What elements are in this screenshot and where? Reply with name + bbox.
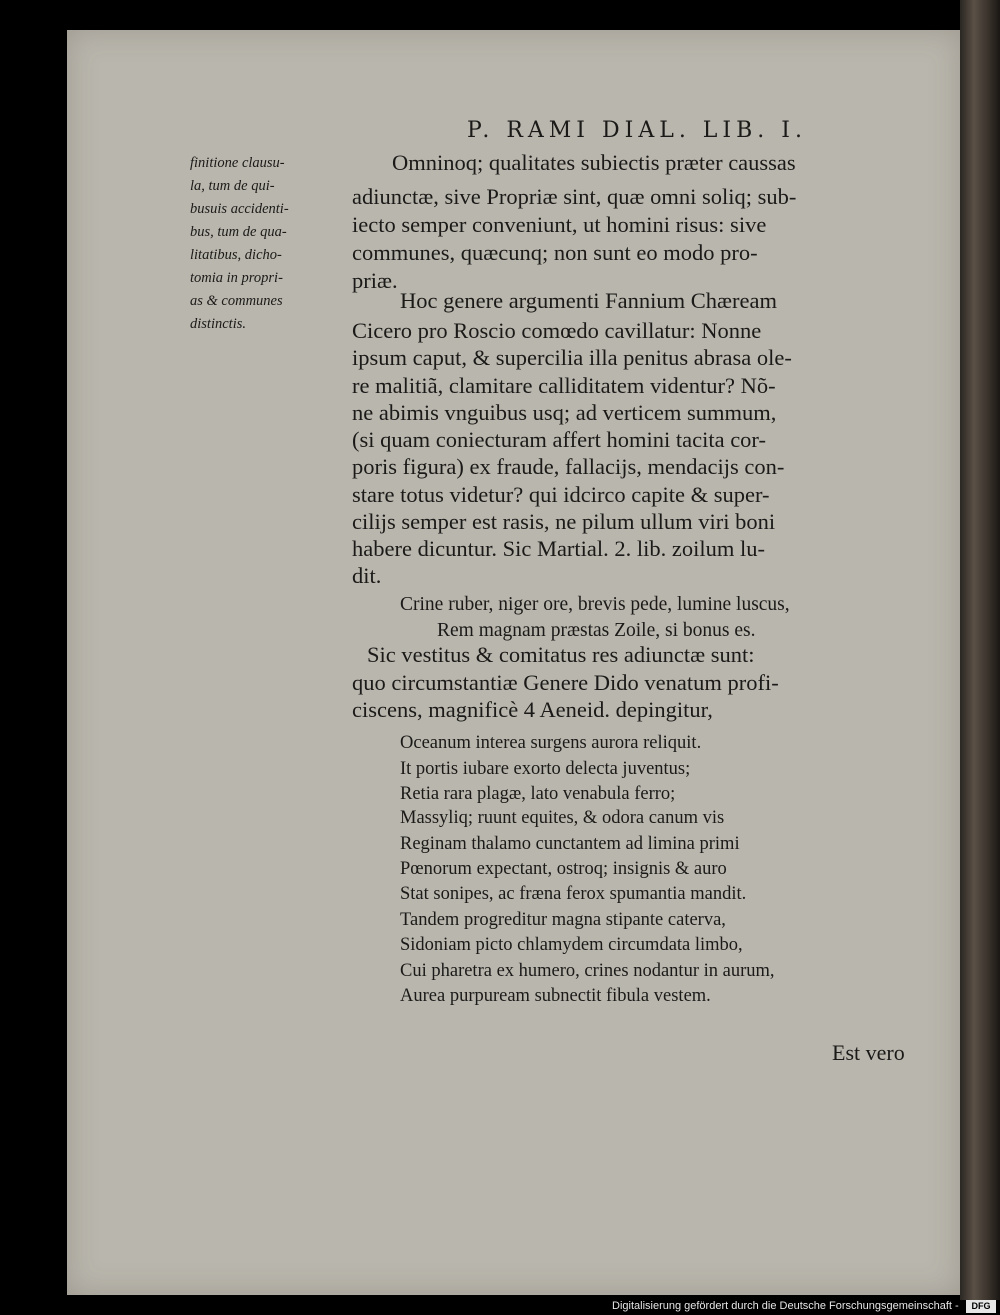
body-line: quo circumstantiæ Genere Dido venatum profi- (352, 670, 779, 695)
verse-line: Oceanum interea surgens aurora reliquit. (400, 733, 702, 753)
margin-note-line: bus, tum de qua- (190, 224, 287, 240)
body-line: adiunctæ, sive Propriæ sint, quæ omni soliq; sub- (352, 184, 797, 209)
body-line: (si quam coniecturam affert homini tacita cor- (352, 427, 766, 452)
margin-note-line: la, tum de qui- (190, 178, 275, 194)
verse-line: Sidoniam picto chlamydem circumdata limbo, (400, 935, 743, 955)
body-line: poris figura) ex fraude, fallacijs, mendacijs con- (352, 454, 785, 479)
verse-line: Pœnorum expectant, ostroq; insignis & auro (400, 859, 727, 879)
running-head: P. RAMI DIAL. LIB. I. (467, 118, 807, 143)
body-line: habere dicuntur. Sic Martial. 2. lib. zoilum lu- (352, 536, 766, 561)
body-line: Hoc genere argumenti Fannium Chæream (400, 288, 777, 313)
body-line: ipsum caput, & supercilia illa penitus abrasa ole- (352, 345, 792, 370)
body-line: ne abimis vnguibus usq; ad verticem summum, (352, 400, 777, 425)
verse-line: Aurea purpuream subnectit fibula vestem. (400, 986, 711, 1006)
body-line: re malitiã, clamitare calliditatem videntur? Nõ- (352, 373, 776, 398)
margin-note-line: busuis accidenti- (190, 201, 289, 217)
verse-line: Reginam thalamo cunctantem ad limina primi (400, 834, 740, 854)
margin-note-line: litatibus, dicho- (190, 247, 282, 263)
book-spine (960, 0, 1000, 1300)
verse-line: Massyliq; ruunt equites, & odora canum vis (400, 808, 725, 828)
body-line: dit. (352, 563, 382, 588)
body-line: ciscens, magnificè 4 Aeneid. depingitur, (352, 697, 713, 722)
margin-note-line: distinctis. (190, 316, 246, 332)
body-line: Cicero pro Roscio comœdo cavillatur: Nonne (352, 318, 762, 343)
margin-note-line: as & communes (190, 293, 283, 309)
quoted-verse-line: Crine ruber, niger ore, brevis pede, lumine luscus, (400, 594, 790, 615)
quoted-verse-line: Rem magnam præstas Zoile, si bonus es. (437, 620, 756, 641)
digitization-credit: Digitalisierung gefördert durch die Deutsche Forschungsgemeinschaft - (612, 1300, 959, 1312)
margin-note-line: tomia in propri- (190, 270, 283, 286)
verse-line: It portis iubare exorto delecta juventus; (400, 759, 691, 779)
margin-note (190, 152, 350, 336)
catchword: Est vero (832, 1040, 905, 1065)
verse-line: Cui pharetra ex humero, crines nodantur in aurum, (400, 961, 775, 981)
dfg-logo: DFG (966, 1300, 996, 1313)
verse-line: Tandem progreditur magna stipante caterva, (400, 910, 726, 930)
verse-line: Retia rara plagæ, lato venabula ferro; (400, 784, 676, 804)
body-line: cilijs semper est rasis, ne pilum ullum viri boni (352, 509, 776, 534)
body-line: Sic vestitus & comitatus res adiunctæ sunt: (367, 642, 755, 667)
verse-line: Stat sonipes, ac fræna ferox spumantia mandit. (400, 884, 747, 904)
margin-note-line: finitione clausu- (190, 155, 285, 171)
body-line: priæ. (352, 268, 398, 293)
body-line: stare totus videtur? qui idcirco capite & super- (352, 482, 770, 507)
body-line: iecto semper conveniunt, ut homini risus: sive (352, 212, 767, 237)
body-line: communes, quæcunq; non sunt eo modo pro- (352, 240, 758, 265)
body-line: Omninoq; qualitates subiectis præter caussas (392, 150, 796, 175)
